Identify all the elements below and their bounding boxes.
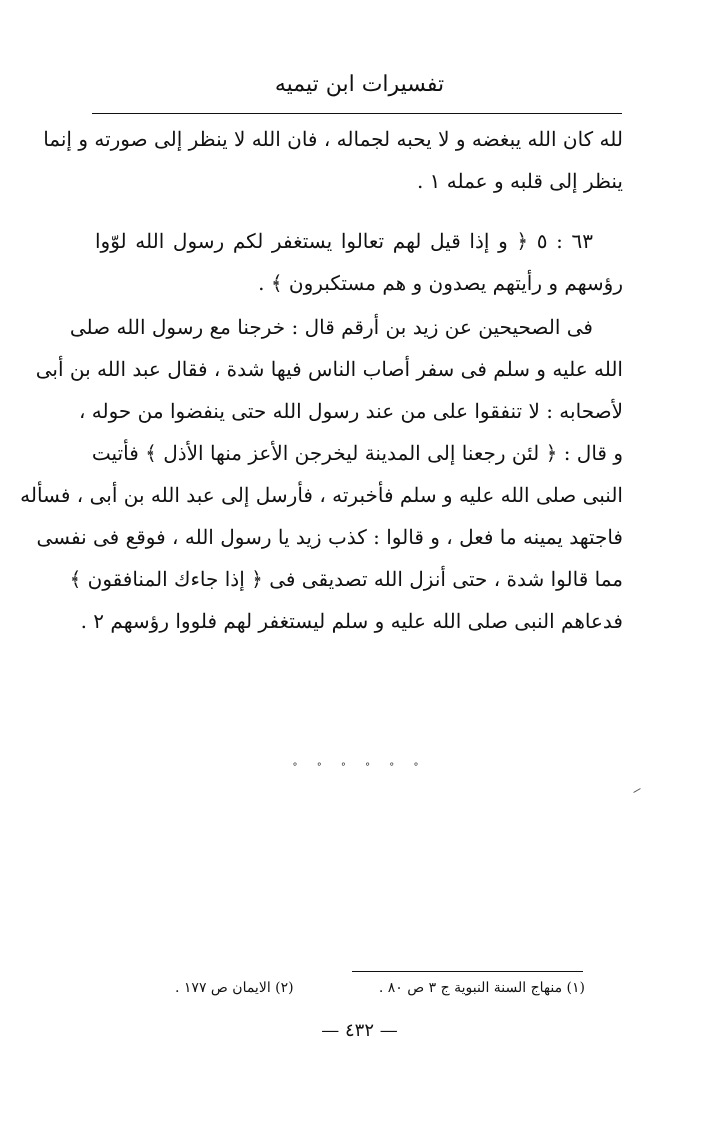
text-line: النبى صلى الله عليه و سلم فأخبرته ، فأرسل إلى عبد الله بن أبى ، فسأله — [20, 483, 623, 507]
stray-mark — [633, 788, 640, 793]
text-line: مما قالوا شدة ، حتى أنزل الله تصديقى فى ﴿ إذا جاءك المنافقون ﴾ — [69, 567, 623, 591]
footnote-1: (١) منهاج السنة النبوية ج ٣ ص ٨٠ . — [378, 980, 585, 996]
text-line: فى الصحيحين عن زيد بن أرقم قال : خرجنا مع رسول الله صلى — [69, 315, 593, 339]
paragraph-1 — [43, 118, 623, 202]
text-line: رؤسهم و رأيتهم يصدون و هم مستكبرون ﴾ . — [258, 271, 623, 295]
paragraph-2 — [95, 220, 623, 304]
text-line: الله عليه و سلم فى سفر أصاب الناس فيها شدة ، فقال عبد الله بن أبى — [35, 357, 623, 381]
text-line: لأصحابه : لا تنفقوا على من عند رسول الله حتى ينفضوا من حوله ، — [78, 399, 623, 423]
section-separator: ° ° ° ° ° ° — [292, 762, 427, 773]
footnote-2: (٢) الايمان ص ١٧٧ . — [175, 980, 294, 996]
text-line: ٦٣ : ٥ ﴿ و إذا قيل لهم تعالوا يستغفر لكم رسول الله لوّوا — [95, 229, 594, 253]
text-line: ينظر إلى قلبه و عمله ١ . — [416, 169, 623, 193]
footnote-rule — [352, 971, 583, 972]
page-number: — ٤٣٢ — — [321, 1020, 398, 1041]
text-line: فاجتهد يمينه ما فعل ، و قالوا : كذب زيد يا رسول الله ، فوقع فى نفسى — [36, 525, 623, 549]
text-line: لله كان الله يبغضه و لا يحبه لجماله ، فان الله لا ينظر إلى صورته و إنما — [43, 127, 623, 151]
text-line: فدعاهم النبى صلى الله عليه و سلم ليستغفر لهم فلووا رؤسهم ٢ . — [80, 609, 623, 633]
paragraph-3 — [20, 306, 623, 642]
running-head: تفسيرات ابن تيميه — [274, 72, 445, 97]
text-line: و قال : ﴿ لئن رجعنا إلى المدينة ليخرجن الأعز منها الأذل ﴾ فأتيت — [91, 441, 623, 465]
footnotes — [175, 980, 585, 996]
header-rule — [92, 113, 622, 114]
